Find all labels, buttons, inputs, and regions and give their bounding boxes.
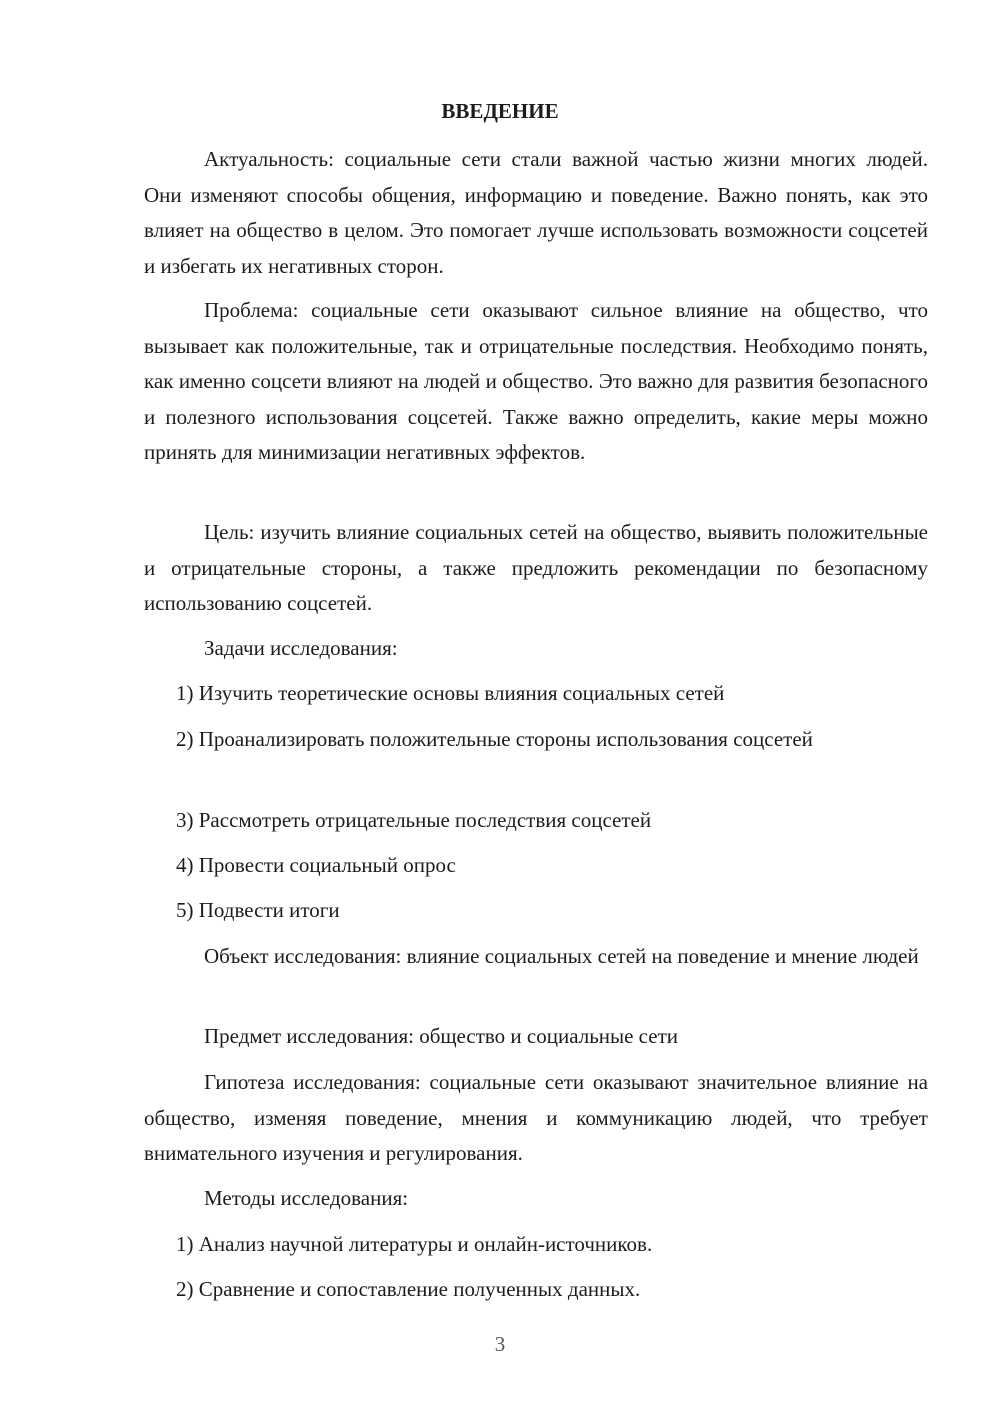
object-text: Объект исследования: влияние социальных сетей на поведение и мнение людей: [204, 944, 919, 968]
tasks-heading: Задачи исследования:: [204, 636, 398, 660]
problem-text: Проблема: социальные сети оказывают сильное влияние на общество, что вызывает как положительные, так и отрицательные последствия. Необходимо понять, как именно соцсети влияют на людей и общество. Это важно для развития безопасного и полезного использования соцсетей. Также важно определить, какие меры можно принять для минимизации негативных эффектов.: [144, 298, 928, 464]
task-item-3-block: [144, 803, 928, 839]
method-item-2-block: [144, 1272, 928, 1308]
goal-text: Цель: изучить влияние социальных сетей на общество, выявить положительные и отрицательные стороны, а также предложить рекомендации по безопасному использованию соцсетей.: [144, 520, 928, 615]
methods-heading: Методы исследования:: [204, 1186, 409, 1210]
paragraph-tasks-heading: [144, 631, 928, 667]
paragraph-object: [144, 939, 928, 975]
paragraph-problem: [144, 293, 928, 471]
list-item: 3) Рассмотреть отрицательные последствия соцсетей: [176, 808, 652, 832]
paragraph-hypothesis: [144, 1065, 928, 1172]
list-item: 4) Провести социальный опрос: [176, 853, 456, 877]
list-item: 1) Анализ научной литературы и онлайн-источников.: [176, 1232, 653, 1256]
subject-text: Предмет исследования: общество и социальные сети: [204, 1024, 678, 1048]
paragraph-goal: [144, 515, 928, 622]
task-item-1-block: [144, 676, 928, 712]
page-number: 3: [494, 1332, 506, 1356]
page-title: ВВЕДЕНИЕ: [441, 99, 559, 123]
paragraph-subject: [144, 1019, 928, 1055]
paragraph-methods-heading: [144, 1181, 928, 1217]
list-item: 5) Подвести итоги: [176, 898, 340, 922]
task-item-2-block: [144, 722, 928, 758]
relevance-text: Актуальность: социальные сети стали важной частью жизни многих людей. Они изменяют способы общения, информацию и поведение. Важно понять, как это влияет на общество в целом. Это помогает лучше использовать возможности соцсетей и избегать их негативных сторон.: [144, 147, 928, 278]
paragraph-relevance: [144, 142, 928, 284]
hypothesis-text: Гипотеза исследования: социальные сети оказывают значительное влияние на общество, изменяя поведение, мнения и коммуникацию людей, что требует внимательного изучения и регулирования.: [144, 1070, 928, 1165]
list-item: 2) Проанализировать положительные стороны использования соцсетей: [176, 727, 813, 751]
task-item-5-block: [144, 893, 928, 929]
method-item-1-block: [144, 1227, 928, 1263]
task-item-4-block: [144, 848, 928, 884]
list-item: 2) Сравнение и сопоставление полученных данных.: [176, 1277, 641, 1301]
list-item: 1) Изучить теоретические основы влияния социальных сетей: [176, 681, 725, 705]
